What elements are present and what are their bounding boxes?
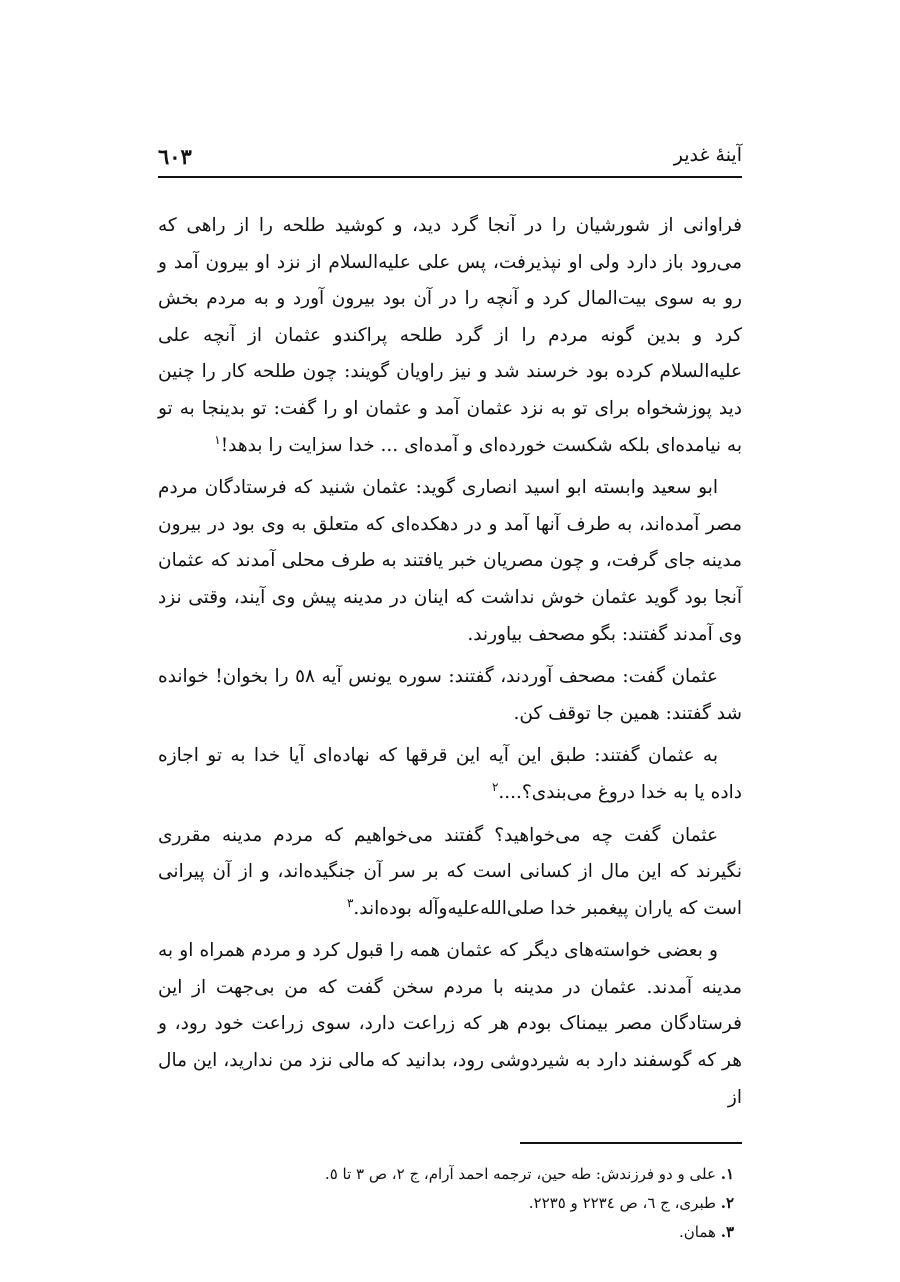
running-title: آینهٔ غدیر bbox=[673, 144, 742, 166]
paragraph bbox=[158, 659, 742, 732]
paragraph bbox=[158, 470, 742, 653]
footnote bbox=[158, 1218, 742, 1247]
footnote-reference: ١ bbox=[214, 432, 221, 447]
footnote-text: علی و دو فرزندش: طه حین، ترجمه احمد آرام، ج ٢، ص ٣ تا ٥. bbox=[324, 1165, 716, 1184]
paragraph-text: عثمان گفت چه می‌خواهید؟ گفتند می‌خواهیم که مردم مدینه مقرری نگیرند که این مال از کسانی است که بر سر آن جنگیده‌اند، و از آن پیرانی است که یاران پیغمبر خدا صلی‌الله‌علیه‌وآله بوده‌اند. bbox=[158, 824, 742, 919]
paragraph bbox=[158, 818, 742, 928]
paragraph bbox=[158, 208, 742, 464]
footnote-reference: ٣ bbox=[346, 895, 354, 910]
footnote-reference: ٢ bbox=[491, 779, 499, 794]
paragraph bbox=[158, 738, 742, 811]
footnote-text: طبری، ج ٦، ص ٢٢٣٤ و ٢٢٣٥. bbox=[528, 1194, 716, 1213]
paragraph-text: عثمان گفت: مصحف آوردند، گفتند: سوره یونس آیه ٥٨ را بخوان! خوانده شد گفتند: همین جا توقف کن. bbox=[158, 666, 742, 724]
footnote-separator bbox=[520, 1142, 742, 1144]
paragraph-text: به عثمان گفتند: طبق این آیه این قرقها که نهاده‌ای آیا خدا به تو اجازه داده یا به خدا دروغ می‌بندی؟.... bbox=[158, 745, 742, 803]
paragraph-text: فراوانی از شورشیان را در آنجا گرد دید، و کوشید طلحه را از راهی که می‌رود باز دارد ولی او نپذیرفت، پس علی علیه‌السلام از نزد او بیرون آمد و رو به سوی بیت‌المال کرد و آنچه را در آن بود بیرون آورد و به مردم بخش کرد و بدین گونه مردم را از گرد طلحه پراکندو عثمان از آنچه علی علیه‌السلام کرده بود خرسند شد و نیز راویان گویند: چون طلحه کار را چنین دید پوزشخواه برای تو به نزد عثمان آمد و عثمان او را گفت: تو بدینجا به تو به نیامده‌ای بلکه شکست خورده‌ای و آمده‌ای ... خدا سزایت را بدهد! bbox=[158, 215, 742, 456]
paragraph bbox=[158, 933, 742, 1116]
footnotes bbox=[158, 1160, 742, 1247]
footnote bbox=[158, 1189, 742, 1218]
paragraph-text: و بعضی خواسته‌های دیگر که عثمان همه را قبول کرد و مردم همراه او به مدینه آمدند. عثمان در مدینه با مردم سخن گفت که من بی‌جهت از این فرستادگان مصر بیمناک بودم هر که زراعت دارد، سوی زراعت خود رود، و هر که گوسفند دارد به شیردوشی رود، بدانید که مالی نزد من ندارید، این مال از bbox=[158, 940, 742, 1108]
footnote-text: همان. bbox=[678, 1223, 716, 1242]
footnote-number: ١. bbox=[720, 1165, 734, 1184]
footnote-number: ٣. bbox=[720, 1223, 734, 1242]
page-number: ٦٠٣ bbox=[158, 144, 192, 169]
body-text bbox=[158, 208, 742, 1116]
running-header bbox=[158, 140, 742, 178]
footnote-number: ٢. bbox=[720, 1194, 734, 1213]
book-page bbox=[158, 140, 742, 1240]
paragraph-text: ابو سعید وابسته ابو اسید انصاری گوید: عثمان شنید که فرستادگان مردم مصر آمده‌اند، به طرف آنها آمد و در دهکده‌ای که متعلق به وی بود در بیرون مدینه جای گرفت، و چون مصریان خبر یافتند به طرف محلی آمدند که عثمان آنجا بود گوید عثمان خوش نداشت که اینان در مدینه پیش وی آیند، وقتی نزد وی آمدند گفتند: بگو مصحف بیاورند. bbox=[158, 477, 742, 645]
footnote bbox=[158, 1160, 742, 1189]
